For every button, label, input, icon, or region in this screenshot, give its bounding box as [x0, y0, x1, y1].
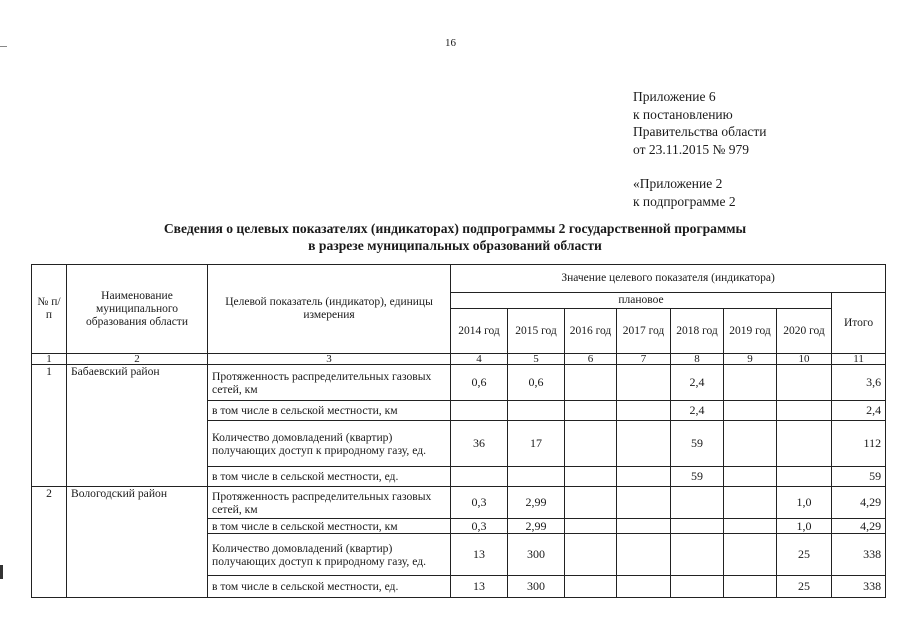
indicator-name: Протяженность распределительных газовых сетей, км [208, 365, 451, 401]
column-number: 9 [724, 354, 777, 365]
header-year: 2016 год [565, 309, 617, 354]
header-year: 2015 год [508, 309, 565, 354]
value-cell [777, 467, 832, 487]
column-number: 10 [777, 354, 832, 365]
value-cell [671, 487, 724, 519]
value-cell: 0,6 [508, 365, 565, 401]
value-cell: 300 [508, 576, 565, 598]
column-number: 2 [67, 354, 208, 365]
value-cell [508, 401, 565, 421]
header-year: 2019 год [724, 309, 777, 354]
scan-edge-mark [0, 46, 7, 47]
column-number: 4 [451, 354, 508, 365]
value-cell: 2,4 [671, 365, 724, 401]
value-cell [777, 401, 832, 421]
value-cell [724, 519, 777, 534]
value-cell: 2,99 [508, 487, 565, 519]
value-cell: 59 [671, 467, 724, 487]
indicator-name: Протяженность распределительных газовых сетей, км [208, 487, 451, 519]
value-cell [671, 576, 724, 598]
value-cell [617, 519, 671, 534]
value-cell: 1,0 [777, 487, 832, 519]
value-cell [617, 576, 671, 598]
value-cell: 0,3 [451, 487, 508, 519]
value-cell: 0,6 [451, 365, 508, 401]
value-cell [724, 401, 777, 421]
appendix-line: от 23.11.2015 № 979 [633, 141, 749, 157]
page-number: 16 [445, 37, 456, 49]
appendix-line: к подпрограмме 2 [633, 193, 736, 209]
value-cell: 36 [451, 421, 508, 467]
value-cell [565, 467, 617, 487]
value-cell [617, 401, 671, 421]
header-value-group: Значение целевого показателя (индикатора) [451, 265, 886, 293]
header-year: 2014 год [451, 309, 508, 354]
indicator-name: в том числе в сельской местности, ед. [208, 576, 451, 598]
total-cell: 59 [832, 467, 886, 487]
value-cell: 13 [451, 576, 508, 598]
total-cell: 4,29 [832, 487, 886, 519]
document-title [110, 220, 800, 254]
appendix-header [633, 88, 766, 158]
value-cell [565, 576, 617, 598]
total-cell: 4,29 [832, 519, 886, 534]
value-cell [777, 421, 832, 467]
total-cell: 3,6 [832, 365, 886, 401]
value-cell [724, 487, 777, 519]
value-cell [508, 467, 565, 487]
header-planned: плановое [451, 293, 832, 309]
value-cell [724, 421, 777, 467]
value-cell: 2,4 [671, 401, 724, 421]
value-cell: 13 [451, 534, 508, 576]
value-cell: 25 [777, 576, 832, 598]
title-line: в разрезе муниципальных образований области [308, 238, 602, 253]
column-number: 3 [208, 354, 451, 365]
table-row [32, 487, 886, 519]
value-cell [724, 365, 777, 401]
value-cell [617, 534, 671, 576]
indicators-table [31, 264, 886, 598]
header-num: № п/п [32, 265, 67, 354]
appendix-line: к постановлению [633, 106, 733, 122]
value-cell [724, 576, 777, 598]
header-year: 2018 год [671, 309, 724, 354]
table-row [32, 365, 886, 401]
value-cell [777, 365, 832, 401]
row-num: 2 [32, 487, 67, 598]
value-cell: 59 [671, 421, 724, 467]
value-cell [671, 519, 724, 534]
column-number: 6 [565, 354, 617, 365]
value-cell [617, 487, 671, 519]
value-cell [724, 534, 777, 576]
value-cell [617, 467, 671, 487]
value-cell [617, 365, 671, 401]
value-cell [617, 421, 671, 467]
value-cell [451, 467, 508, 487]
appendix-subheader [633, 175, 736, 210]
header-year: 2020 год [777, 309, 832, 354]
column-number: 1 [32, 354, 67, 365]
value-cell [451, 401, 508, 421]
indicator-name: в том числе в сельской местности, км [208, 519, 451, 534]
municipality-name: Вологодский район [67, 487, 208, 598]
municipality-name: Бабаевский район [67, 365, 208, 487]
value-cell: 0,3 [451, 519, 508, 534]
value-cell [565, 401, 617, 421]
header-total: Итого [832, 293, 886, 354]
total-cell: 112 [832, 421, 886, 467]
scan-edge-bar [0, 565, 3, 579]
appendix-line: Приложение 6 [633, 89, 716, 104]
value-cell [565, 421, 617, 467]
value-cell [671, 534, 724, 576]
appendix-line: «Приложение 2 [633, 176, 723, 191]
value-cell [565, 365, 617, 401]
column-number: 8 [671, 354, 724, 365]
value-cell: 25 [777, 534, 832, 576]
total-cell: 338 [832, 534, 886, 576]
total-cell: 2,4 [832, 401, 886, 421]
header-municipality: Наименование муниципального образования области [67, 265, 208, 354]
value-cell: 17 [508, 421, 565, 467]
value-cell: 2,99 [508, 519, 565, 534]
title-line: Сведения о целевых показателях (индикаторах) подпрограммы 2 государственной программы [163, 221, 747, 236]
value-cell [565, 487, 617, 519]
value-cell [565, 519, 617, 534]
indicator-name: Количество домовладений (квартир) получающих доступ к природному газу, ед. [208, 421, 451, 467]
value-cell [724, 467, 777, 487]
indicator-name: Количество домовладений (квартир) получающих доступ к природному газу, ед. [208, 534, 451, 576]
value-cell: 300 [508, 534, 565, 576]
appendix-line: Правительства области [633, 124, 767, 139]
header-indicator: Целевой показатель (индикатор), единицы измерения [208, 265, 451, 354]
total-cell: 338 [832, 576, 886, 598]
column-number: 5 [508, 354, 565, 365]
row-num: 1 [32, 365, 67, 487]
header-year: 2017 год [617, 309, 671, 354]
indicator-name: в том числе в сельской местности, ед. [208, 467, 451, 487]
value-cell: 1,0 [777, 519, 832, 534]
indicator-name: в том числе в сельской местности, км [208, 401, 451, 421]
column-number: 11 [832, 354, 886, 365]
value-cell [565, 534, 617, 576]
column-number: 7 [617, 354, 671, 365]
